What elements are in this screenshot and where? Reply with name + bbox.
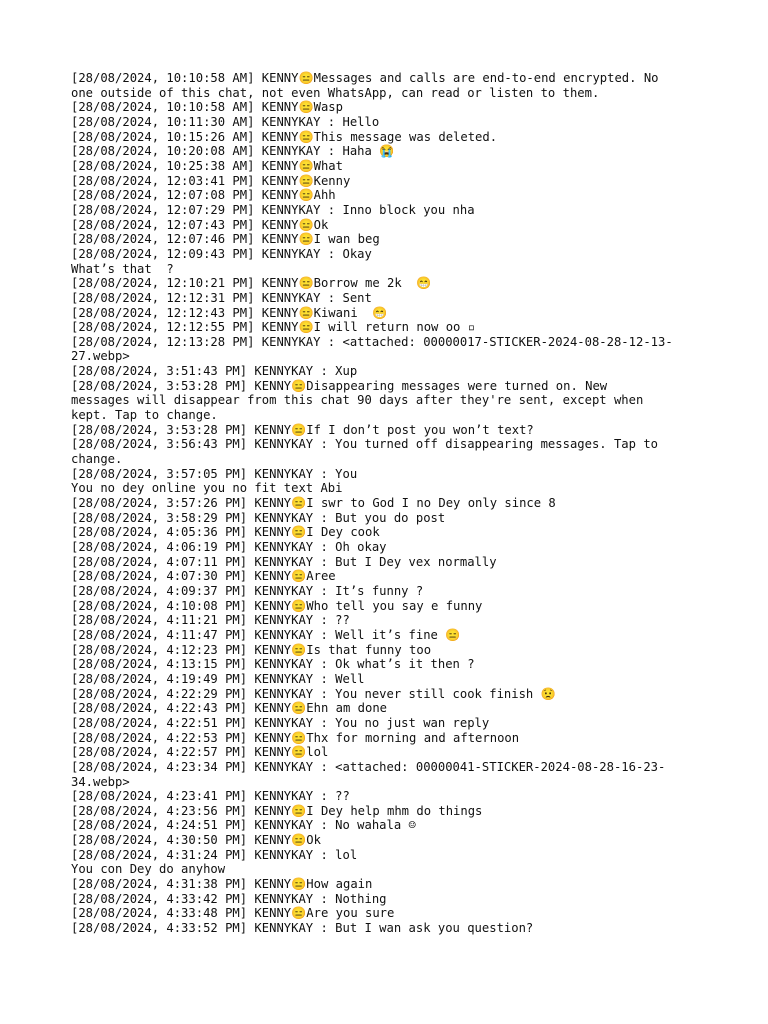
transcript-line: [28/08/2024, 10:10:58 AM] KENNY😑Wasp [71,100,343,115]
transcript-line: [28/08/2024, 4:23:56 PM] KENNY😑I Dey help mhm do things [71,803,483,818]
transcript-line: [28/08/2024, 10:20:08 AM] KENNYKAY : Haha 😭 [71,144,395,159]
transcript-line: one outside of this chat, not even WhatsApp, can read or listen to them. [71,85,600,100]
transcript-line: [28/08/2024, 3:53:28 PM] KENNY😑Disappearing messages were turned on. New [71,378,608,393]
transcript-line: [28/08/2024, 4:07:11 PM] KENNYKAY : But I Dey vex normally [71,554,497,569]
transcript-line: [28/08/2024, 4:31:38 PM] KENNY😑How again [71,877,373,892]
transcript-line: [28/08/2024, 12:12:31 PM] KENNYKAY : Sent [71,290,372,305]
transcript-line: [28/08/2024, 4:05:36 PM] KENNY😑I Dey cook [71,525,380,540]
transcript-line: [28/08/2024, 4:22:29 PM] KENNYKAY : You never still cook finish 😟 [71,686,556,701]
transcript-line: [28/08/2024, 12:07:29 PM] KENNYKAY : Inno block you nha [71,202,475,217]
transcript-line: [28/08/2024, 4:33:52 PM] KENNYKAY : But I wan ask you question? [71,921,534,936]
transcript-line: [28/08/2024, 4:10:08 PM] KENNY😑Who tell you say e funny [71,598,483,613]
transcript-line: 27.webp> [71,349,130,364]
transcript-line: [28/08/2024, 4:19:49 PM] KENNYKAY : Well [71,671,365,686]
transcript-line: [28/08/2024, 4:12:23 PM] KENNY😑Is that funny too [71,642,432,657]
transcript-line: [28/08/2024, 4:06:19 PM] KENNYKAY : Oh okay [71,540,387,554]
transcript-line: [28/08/2024, 10:10:58 AM] KENNY😑Messages and calls are end-to-end encrypted. No [71,71,659,85]
transcript-line: [28/08/2024, 4:11:21 PM] KENNYKAY : ?? [71,613,350,628]
transcript-line: [28/08/2024, 12:13:28 PM] KENNYKAY : <attached: 00000017-STICKER-2024-08-28-12-13- [71,334,673,349]
transcript-line: [28/08/2024, 12:10:21 PM] KENNY😑Borrow me 2k 😁 [71,276,432,291]
transcript-line: [28/08/2024, 4:31:24 PM] KENNYKAY : lol [71,847,358,862]
transcript-line: [28/08/2024, 3:58:29 PM] KENNYKAY : But you do post [71,510,446,525]
transcript-line: [28/08/2024, 3:57:05 PM] KENNYKAY : You [71,466,358,481]
transcript-line: [28/08/2024, 4:33:48 PM] KENNY😑Are you sure [71,906,395,921]
transcript-line: [28/08/2024, 4:30:50 PM] KENNY😑Ok [71,833,321,848]
transcript-line: [28/08/2024, 12:09:43 PM] KENNYKAY : Okay [71,246,372,261]
transcript-line: [28/08/2024, 4:22:51 PM] KENNYKAY : You no just wan reply [71,715,490,730]
transcript-line: [28/08/2024, 12:07:08 PM] KENNY😑Ahh [71,188,336,203]
transcript-line: [28/08/2024, 4:23:34 PM] KENNYKAY : <attached: 00000041-STICKER-2024-08-28-16-23- [71,759,666,774]
transcript-line: [28/08/2024, 4:11:47 PM] KENNYKAY : Well it’s fine 😑 [71,627,461,642]
transcript-line: [28/08/2024, 12:12:55 PM] KENNY😑I will return now oo ▫ [71,320,476,335]
transcript-line: [28/08/2024, 3:56:43 PM] KENNYKAY : You turned off disappearing messages. Tap to [71,437,658,452]
transcript-line: [28/08/2024, 3:57:26 PM] KENNY😑I swr to God I no Dey only since 8 [71,496,556,511]
transcript-line: [28/08/2024, 4:09:37 PM] KENNYKAY : It’s funny ? [71,583,424,598]
transcript-line: [28/08/2024, 4:23:41 PM] KENNYKAY : ?? [71,789,350,804]
transcript-line: What’s that ? [71,261,174,276]
chat-log [71,71,708,936]
transcript-line: [28/08/2024, 3:53:28 PM] KENNY😑If I don’t post you won’t text? [71,422,534,437]
transcript-line: [28/08/2024, 12:07:43 PM] KENNY😑Ok [71,217,329,232]
transcript-line: [28/08/2024, 12:03:41 PM] KENNY😑Kenny [71,173,351,188]
transcript-line: [28/08/2024, 10:11:30 AM] KENNYKAY : Hello [71,114,380,129]
transcript-line: [28/08/2024, 4:22:43 PM] KENNY😑Ehn am done [71,701,388,716]
transcript-line: change. [71,452,123,467]
transcript-line: [28/08/2024, 3:51:43 PM] KENNYKAY : Xup [71,364,358,379]
transcript-line: You no dey online you no fit text Abi [71,481,343,496]
transcript-line: 34.webp> [71,774,130,789]
transcript-line: kept. Tap to change. [71,408,218,423]
transcript-line: [28/08/2024, 4:33:42 PM] KENNYKAY : Nothing [71,891,387,906]
transcript-line: [28/08/2024, 4:22:57 PM] KENNY😑lol [71,745,329,760]
transcript-line: [28/08/2024, 4:24:51 PM] KENNYKAY : No wahala ☺ [71,818,416,833]
transcript-line: [28/08/2024, 12:07:46 PM] KENNY😑I wan beg [71,232,380,247]
transcript-line: messages will disappear from this chat 90 days after they're sent, except when [71,393,644,408]
transcript-line: [28/08/2024, 10:15:26 AM] KENNY😑This message was deleted. [71,129,498,144]
transcript-line: [28/08/2024, 10:25:38 AM] KENNY😑What [71,158,343,173]
transcript-line: [28/08/2024, 4:07:30 PM] KENNY😑Aree [71,569,336,584]
transcript-line: [28/08/2024, 4:22:53 PM] KENNY😑Thx for morning and afternoon [71,730,520,745]
transcript-line: You con Dey do anyhow [71,862,226,877]
transcript-line: [28/08/2024, 4:13:15 PM] KENNYKAY : Ok what’s it then ? [71,657,475,672]
transcript-line: [28/08/2024, 12:12:43 PM] KENNY😑Kiwani 😁 [71,305,388,320]
